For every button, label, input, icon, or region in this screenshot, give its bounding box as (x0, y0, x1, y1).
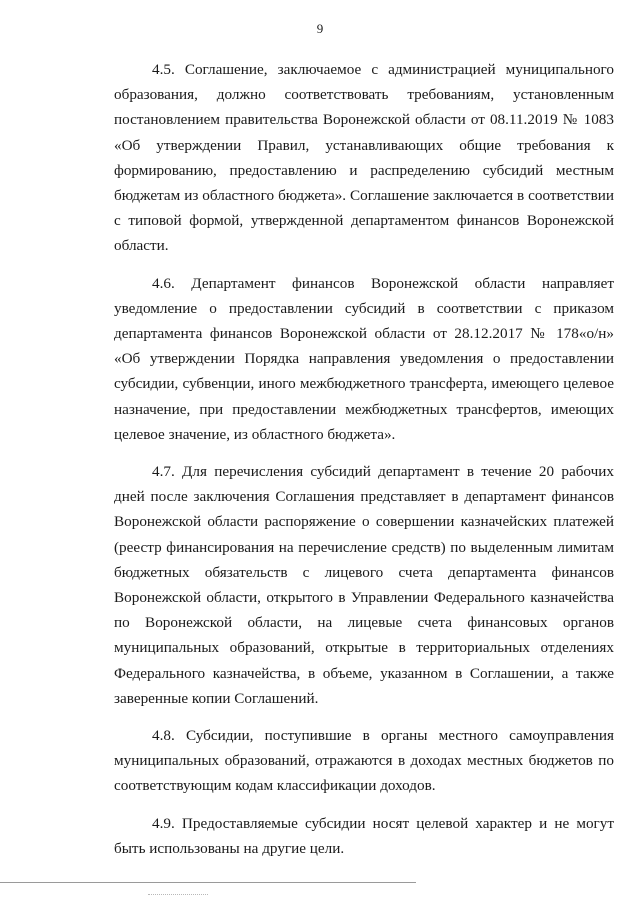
scan-artifact-line (148, 894, 208, 895)
paragraph-4-8: 4.8. Субсидии, поступившие в органы местного самоуправления муниципальных образований, отражаются в доходах местных бюджетов по соответствующим кодам классификации доходов. (114, 727, 614, 795)
paragraph-4-7: 4.7. Для перечисления субсидий департамент в течение 20 рабочих дней после заключения Соглашения представляет в департамент финансов Воронежской области распоряжение о совершении казначейских платежей (реестр финансирования на перечисление средств) по выделенным лимитам бюджетных обязательств с лицевого счета департамента финансов Воронежской области, открытого в Управлении Федерального казначейства по Воронежской области, на лицевые счета финансовых органов муниципальных образований, открытые в территориальных отделениях Федерального казначейства, в объеме, указанном в Соглашении, а также заверенные копии Соглашений. (114, 463, 614, 707)
footer-rule (0, 882, 416, 883)
page-number: 9 (316, 21, 324, 36)
document-body (114, 57, 614, 861)
paragraph-4-9: 4.9. Предоставляемые субсидии носят целевой характер и не могут быть использованы на другие цели. (114, 814, 614, 857)
paragraph-4-5: 4.5. Соглашение, заключаемое с администрацией муниципального образования, должно соответствовать требованиям, установленным постановлением правительства Воронежской области от 08.11.2019 № 1083 «Об утверждении Правил, устанавливающих общие требования к формированию, предоставлению и распределению субсидий местным бюджетам из областного бюджета». Соглашение заключается в соответствии с типовой формой, утвержденной департаментом финансов Воронежской области. (114, 61, 614, 255)
paragraph-4-6: 4.6. Департамент финансов Воронежской области направляет уведомление о предоставлении субсидий в соответствии с приказом департамента финансов Воронежской области от 28.12.2017 № 178«о/н» «Об утверждении Порядка направления уведомления о предоставлении субсидии, субвенции, иного межбюджетного трансферта, имеющего целевое назначение, при предоставлении межбюджетных трансфертов, имеющих целевое значение, из областного бюджета». (114, 274, 614, 443)
